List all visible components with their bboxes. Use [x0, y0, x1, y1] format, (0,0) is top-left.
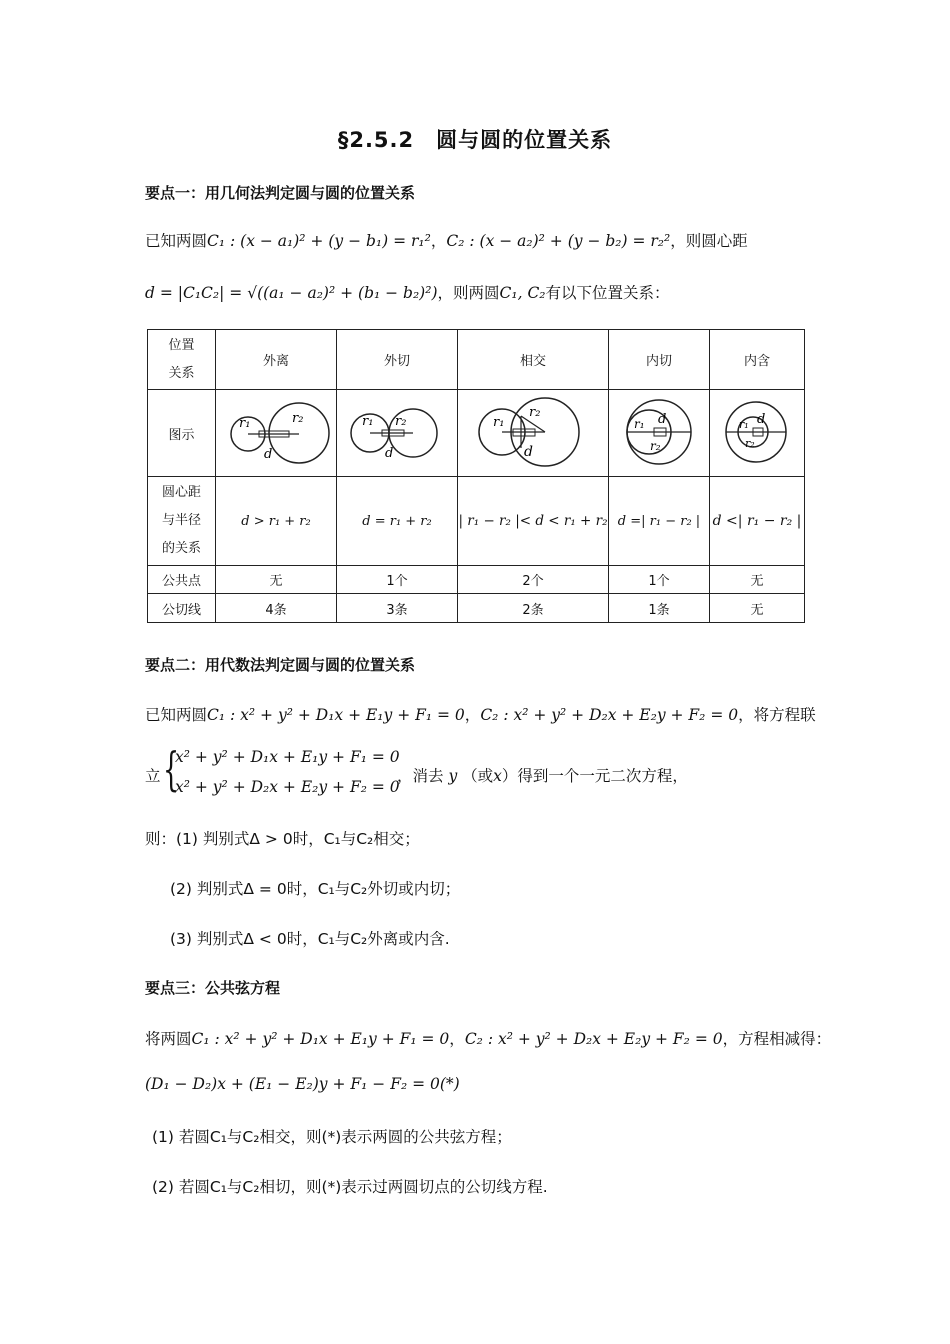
label-r1: r₁ — [239, 416, 251, 431]
common-points-cell: 2个 — [458, 566, 609, 594]
label-r1: r₁ — [633, 417, 645, 431]
tangent-lines-cell: 2条 — [458, 594, 609, 623]
tangent-lines-cell: 3条 — [337, 594, 458, 623]
tangent-lines-cell: 4条 — [216, 594, 337, 623]
system-row-2: x² + y² + D₂x + E₂y + F₂ = 0 — [175, 778, 400, 796]
formula-c2-circle: C₂ : (x − a₂)² + (y − b₂) = r₂² — [446, 232, 671, 250]
var-y: y — [448, 767, 458, 785]
brace-glyph: { — [163, 742, 180, 796]
section3-intro: 将两圆C₁ : x² + y² + D₁x + E₁y + F₁ = 0，C₂ : x² + y² + D₂x + E₂y + F₂ = 0，方程相减得： — [145, 1030, 832, 1048]
header-label-2: 关系 — [168, 365, 195, 381]
diagram-external — [216, 390, 337, 477]
col-header: 外切 — [337, 330, 458, 390]
system-suffix-2: （或 — [462, 767, 494, 785]
common-points-cell: 无 — [216, 566, 337, 594]
section2-heading: 要点二：用代数法判定圆与圆的位置关系 — [145, 656, 416, 674]
table-row — [148, 594, 805, 623]
formula-c1-general: C₁ : x² + y² + D₁x + E₁y + F₁ = 0 — [191, 1030, 450, 1048]
chord-item-2: (2) 若圆C₁与C₂相切，则(*)表示过两圆切点的公切线方程. — [152, 1178, 548, 1196]
row-label-diagram: 图示 — [148, 390, 216, 477]
intersecting-circles-figure — [463, 390, 603, 472]
header-label-1: 位置 — [168, 337, 195, 353]
col-header: 相交 — [458, 330, 609, 390]
table-row — [148, 330, 805, 390]
system-prefix: 立 — [145, 767, 161, 785]
header-label-cell — [148, 330, 216, 390]
section1-intro-line2 — [145, 281, 670, 303]
label-d: d — [657, 412, 666, 427]
equation-system — [145, 740, 765, 802]
intro1-suffix: ，则圆心距 — [670, 232, 748, 250]
system-row-1: x² + y² + D₁x + E₁y + F₁ = 0 — [175, 748, 400, 766]
row-label-distance — [148, 477, 216, 566]
common-points-cell: 无 — [710, 566, 805, 594]
tangent-lines-cell: 无 — [710, 594, 805, 623]
relation-cell: d =| r₁ − r₂ | — [609, 477, 710, 566]
system-suffix-3: ）得到一个一元二次方程， — [501, 767, 688, 785]
system-suffix-wrap — [397, 764, 688, 786]
difference-equation: (D₁ − D₂)x + (E₁ − E₂)y + F₁ − F₂ = 0(*) — [145, 1075, 460, 1093]
formula-c2-general: C₂ : x² + y² + D₂x + E₂y + F₂ = 0 — [480, 706, 739, 724]
diagram-intersecting — [458, 390, 609, 477]
col-header: 外离 — [216, 330, 337, 390]
common-points-cell: 1个 — [609, 566, 710, 594]
distance-label-3: 的关系 — [161, 541, 201, 556]
section1-heading: 要点一：用几何法判定圆与圆的位置关系 — [145, 184, 416, 202]
intro2-tail: 有以下位置关系： — [545, 284, 670, 302]
diagram-tangent-external — [337, 390, 458, 477]
external-circles-figure — [221, 391, 331, 471]
label-r1: r₁ — [362, 414, 374, 429]
label-r2: r₂ — [745, 437, 755, 450]
formula-pair: C₁, C₂ — [499, 284, 546, 302]
label-r1: r₁ — [493, 415, 505, 430]
label-r2: r₂ — [395, 414, 407, 429]
distance-label-2: 与半径 — [161, 513, 201, 528]
relation-cell: d = r₁ + r₂ — [337, 477, 458, 566]
label-d: d — [385, 446, 394, 461]
row-label-tangent-lines: 公切线 — [148, 594, 216, 623]
relation-cell: d > r₁ + r₂ — [216, 477, 337, 566]
label-r2: r₂ — [529, 405, 541, 420]
section2-intro: 已知两圆C₁ : x² + y² + D₁x + E₁y + F₁ = 0，C₂ : x² + y² + D₂x + E₂y + F₂ = 0，将方程联 — [145, 706, 816, 724]
position-relation-table — [147, 329, 805, 623]
label-r2: r₂ — [292, 411, 304, 426]
case-2: (2) 判别式Δ = 0时，C₁与C₂外切或内切； — [170, 880, 461, 898]
label-d: d — [264, 447, 273, 462]
chord-item-1: (1) 若圆C₁与C₂相交，则(*)表示两圆的公共弦方程； — [152, 1128, 512, 1146]
table-row — [148, 566, 805, 594]
table-row — [148, 477, 805, 566]
diagram-contained — [710, 390, 805, 477]
intro2-suffix: ，则两圆 — [437, 284, 500, 302]
relation-cell: | r₁ − r₂ |< d < r₁ + r₂ — [458, 477, 609, 566]
intro1-prefix: 已知两圆 — [145, 232, 208, 250]
formula-c1-general: C₁ : x² + y² + D₁x + E₁y + F₁ = 0 — [207, 706, 465, 724]
var-x: x — [493, 767, 502, 785]
label-d: d — [524, 444, 533, 460]
s2-intro-prefix: 已知两圆 — [145, 706, 208, 724]
formula-c2-general: C₂ : x² + y² + D₂x + E₂y + F₂ = 0 — [464, 1030, 723, 1048]
table-row — [148, 390, 805, 477]
section1-intro-line1: 已知两圆C₁ : (x − a₁)² + (y − b₁) = r₁²，C₂ : (x − a₂)² + (y − b₂) = r₂²，则圆心距 — [145, 232, 748, 250]
common-points-cell: 1个 — [337, 566, 458, 594]
label-r1: r₁ — [739, 418, 749, 431]
label-r2: r₂ — [649, 439, 661, 453]
external-tangent-circles-figure — [342, 391, 452, 471]
s3-intro-suffix: ，方程相减得： — [722, 1030, 832, 1048]
s3-intro-prefix: 将两圆 — [145, 1030, 192, 1048]
tangent-lines-cell: 1条 — [609, 594, 710, 623]
page-title: §2.5.2 圆与圆的位置关系 — [337, 128, 613, 152]
case-3: (3) 判别式Δ < 0时，C₁与C₂外离或内含. — [170, 930, 450, 948]
internal-tangent-circles-figure — [612, 390, 707, 472]
section3-heading: 要点三：公共弦方程 — [145, 979, 281, 997]
distance-label-1: 圆心距 — [161, 485, 201, 500]
case-1: 则：(1) 判别式Δ > 0时，C₁与C₂相交； — [145, 830, 420, 848]
relation-cell: d <| r₁ − r₂ | — [710, 477, 805, 566]
col-header: 内含 — [710, 330, 805, 390]
contained-circles-figure — [711, 390, 803, 472]
formula-c1-circle: C₁ : (x − a₁)² + (y − b₁) = r₁² — [207, 232, 431, 250]
label-d: d — [757, 412, 766, 427]
diagram-tangent-internal — [609, 390, 710, 477]
row-label-common-points: 公共点 — [148, 566, 216, 594]
formula-distance: d = |C₁C₂| = √((a₁ − a₂)² + (b₁ − b₂)²) — [145, 284, 438, 302]
col-header: 内切 — [609, 330, 710, 390]
s2-intro-suffix: ，将方程联 — [738, 706, 816, 724]
system-suffix: ，消去 — [397, 767, 444, 785]
